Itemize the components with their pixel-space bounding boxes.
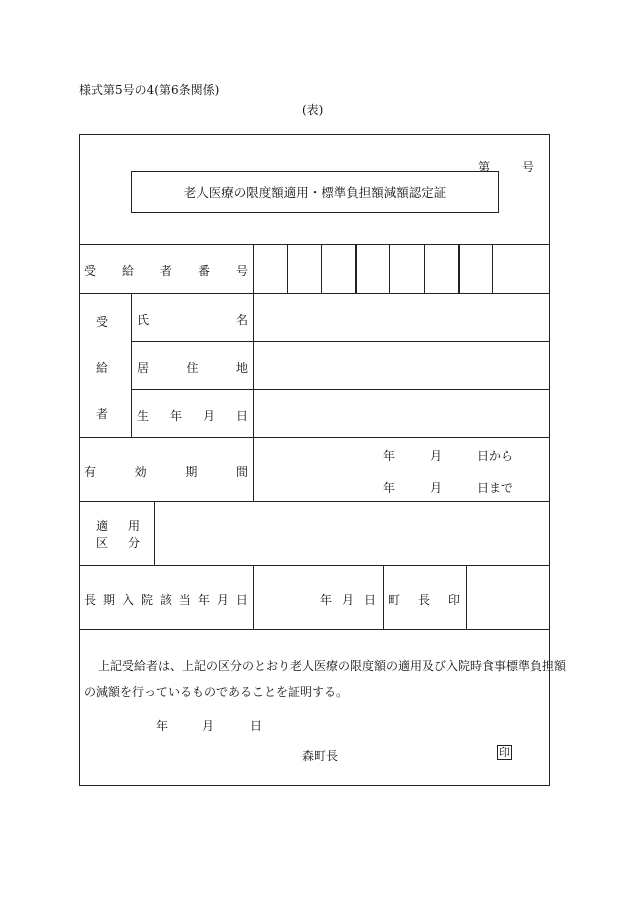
row-divider <box>79 244 550 245</box>
category-label: 適 用 <box>96 519 140 533</box>
name-label: 氏 名 <box>137 313 248 327</box>
recipient-group-char: 給 <box>96 361 109 375</box>
recipient-group-char: 者 <box>96 407 109 421</box>
address-label: 居 住 地 <box>137 361 248 375</box>
digit-cell-divider <box>287 244 288 294</box>
form-number: 様式第5号の4(第6条関係) <box>79 83 220 97</box>
mayor-seal-label: 町 長 印 <box>388 593 460 607</box>
validity-to: 年 月 日まで <box>383 481 514 495</box>
row-divider <box>79 501 550 502</box>
issue-date: 年 月 日 <box>156 719 263 733</box>
validity-label: 有 効 期 間 <box>84 465 248 479</box>
validity-from: 年 月 日から <box>383 449 514 463</box>
digit-cell-divider <box>321 244 322 294</box>
column-divider <box>466 565 467 630</box>
certificate-title-box <box>131 171 499 213</box>
row-divider <box>79 629 550 630</box>
digit-cell-divider <box>492 244 493 294</box>
statement-line-2: の減額を行っているものであることを証明する。 <box>84 685 349 699</box>
column-divider <box>253 244 254 502</box>
row-divider <box>79 565 550 566</box>
column-divider <box>131 293 132 438</box>
side-label: (表) <box>302 103 324 117</box>
long-stay-date: 年 月 日 <box>320 593 376 607</box>
birthdate-label: 生 年 月 日 <box>137 409 248 423</box>
certificate-number: 第 号 <box>478 160 534 174</box>
category-label-2: 区 分 <box>96 536 140 550</box>
recipient-group-char: 受 <box>96 315 109 329</box>
digit-cell-divider <box>355 244 357 294</box>
long-stay-label: 長 期 入 院 該 当 年 月 日 <box>84 593 248 607</box>
row-divider <box>131 341 550 342</box>
seal-mark: 印 <box>499 746 510 759</box>
column-divider <box>154 501 155 566</box>
digit-cell-divider <box>458 244 460 294</box>
column-divider <box>383 565 384 630</box>
column-divider <box>253 565 254 630</box>
digit-cell-divider <box>389 244 390 294</box>
digit-cell-divider <box>424 244 425 294</box>
issuer: 森町長 <box>302 749 339 763</box>
row-divider <box>79 437 550 438</box>
row-divider <box>79 293 550 294</box>
certificate-title: 老人医療の限度額適用・標準負担額減額認定証 <box>183 185 447 200</box>
recipient-number-label: 受 給 者 番 号 <box>84 264 248 278</box>
row-divider <box>131 389 550 390</box>
statement-line-1: 上記受給者は、上記の区分のとおり老人医療の限度額の適用及び入院時食事標準負担額 <box>98 659 567 673</box>
